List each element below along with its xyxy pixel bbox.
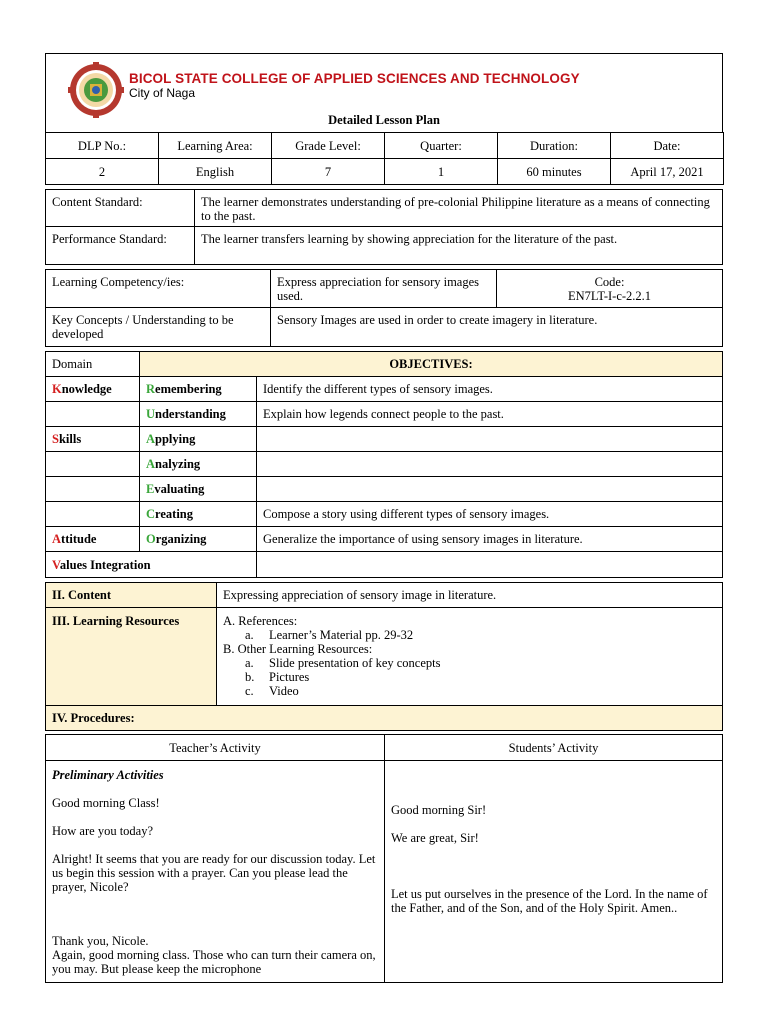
teacher-activity-cell [46,761,385,983]
duration-label: Duration: [498,133,611,159]
content-label: II. Content [46,583,217,608]
performance-standard-text: The learner transfers learning by showing appreciation for the literature of the past. [195,227,723,265]
list-item: c. Video [245,684,299,698]
objective-row: Creating Compose a story using different types of sensory images. [46,502,723,527]
teacher-line: Good morning Class! [52,796,160,810]
teacher-line: Alright! It seems that you are ready for our discussion today. Let us begin this session with a prayer. Can you please lead the prayer, Nicole? [52,852,376,894]
objective-text: Generalize the importance of using sensory images in literature. [257,527,723,552]
students-activity-header: Students’ Activity [385,735,723,761]
code-value: EN7LT-I-c-2.2.1 [567,289,652,303]
list-item: a. Learner’s Material pp. 29-32 [245,628,414,642]
student-line: Let us put ourselves in the presence of the Lord. In the name of the Father, and of the Son, and of the Holy Spirit. Amen.. [391,887,708,915]
objectives-header: OBJECTIVES: [140,352,723,377]
content-standard-label: Content Standard: [46,190,195,227]
objective-text [257,427,723,452]
objective-row: Understanding Explain how legends connect people to the past. [46,402,723,427]
list-item: b. Pictures [245,670,310,684]
date-label: Date: [611,133,724,159]
page-title: Detailed Lesson Plan [328,113,440,127]
teacher-activity-header: Teacher’s Activity [46,735,385,761]
competency-table [45,269,723,347]
college-name: BICOL STATE COLLEGE OF APPLIED SCIENCES AND TECHNOLOGY [129,71,580,86]
objective-row: Skills Applying [46,427,723,452]
content-text: Expressing appreciation of sensory image in literature. [217,583,723,608]
teacher-line: Again, good morning class. Those who can turn their camera on, you may. But please keep the microphone [52,948,376,976]
objective-text: Identify the different types of sensory images. [257,377,723,402]
list-item: a. Slide presentation of key concepts [245,656,441,670]
references-heading: A. References: [223,614,298,628]
quarter-label: Quarter: [385,133,498,159]
key-concepts-text: Sensory Images are used in order to create imagery in literature. [271,308,723,347]
grade-level-label: Grade Level: [272,133,385,159]
procedures-label: IV. Procedures: [46,706,723,731]
preliminary-heading: Preliminary Activities [52,768,164,782]
standards-table [45,189,723,265]
performance-standard-label: Performance Standard: [46,227,195,265]
info-table [45,132,724,185]
objective-row: Evaluating [46,477,723,502]
student-line: We are great, Sir! [391,831,479,845]
other-resources-heading: B. Other Learning Resources: [223,642,373,656]
objective-text: Compose a story using different types of sensory images. [257,502,723,527]
student-line: Good morning Sir! [391,803,487,817]
procedures-table [45,734,723,983]
objective-text [257,477,723,502]
objective-row: Attitude Organizing Generalize the importance of using sensory images in literature. [46,527,723,552]
lesson-plan-document [45,53,723,983]
objective-text: Explain how legends connect people to the past. [257,402,723,427]
objective-row: Knowledge Remembering Identify the different types of sensory images. [46,377,723,402]
competency-label: Learning Competency/ies: [46,270,271,308]
document-header [45,53,723,132]
duration-value: 60 minutes [498,159,611,185]
teacher-line: Thank you, Nicole. [52,934,149,948]
objective-text [257,452,723,477]
dlp-no-label: DLP No.: [46,133,159,159]
content-resources-table [45,582,723,731]
teacher-line: How are you today? [52,824,154,838]
resources-label: III. Learning Resources [46,608,217,706]
dlp-no-value: 2 [46,159,159,185]
learning-area-label: Learning Area: [159,133,272,159]
objectives-table [45,351,723,578]
key-concepts-label: Key Concepts / Understanding to be developed [46,308,271,347]
competency-text: Express appreciation for sensory images used. [271,270,497,308]
domain-header: Domain [46,352,140,377]
college-seal-icon [68,62,124,118]
college-city: City of Naga [129,86,196,100]
objective-row: Analyzing [46,452,723,477]
grade-level-value: 7 [272,159,385,185]
values-integration-row: Values Integration [46,552,723,578]
content-standard-text: The learner demonstrates understanding of pre-colonial Philippine literature as a means of connecting to the past. [195,190,723,227]
students-activity-cell [385,761,723,983]
resources-list [217,608,723,706]
competency-code [497,270,723,308]
code-label: Code: [594,275,625,289]
quarter-value: 1 [385,159,498,185]
date-value: April 17, 2021 [611,159,724,185]
learning-area-value: English [159,159,272,185]
